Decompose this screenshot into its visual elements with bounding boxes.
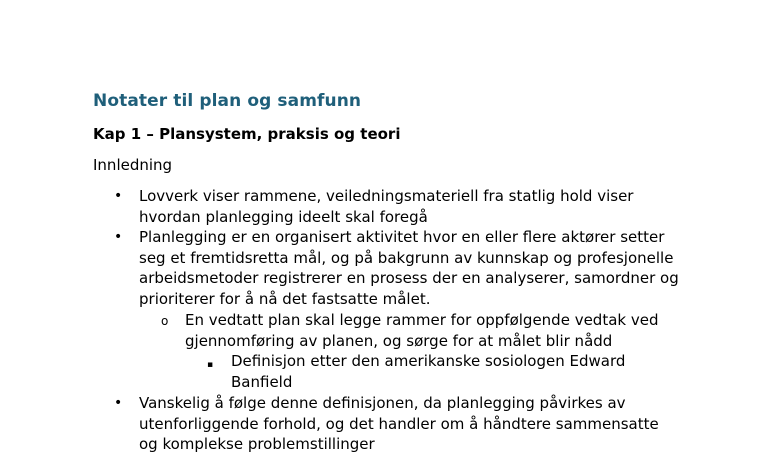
bullet-line: prioriterer for å nå det fastsatte målet.	[139, 289, 431, 308]
document-title: Notater til plan og samfunn	[93, 91, 362, 111]
circle-bullet-marker: o	[161, 314, 169, 328]
square-bullet-marker: ▪	[207, 360, 214, 370]
sub-sub-bullet-item	[207, 351, 626, 392]
bullet-marker: •	[114, 188, 123, 204]
bullet-line: hvordan planlegging ideelt skal foregå	[139, 207, 428, 226]
section-label: Innledning	[93, 156, 173, 174]
bullet-line: og komplekse problemstillinger	[139, 435, 375, 454]
bullet-line: Definisjon etter den amerikanske sosiologen Edward	[231, 352, 626, 370]
bullet-line: seg et fremtidsretta mål, og på bakgrunn av kunnskap og profesjonelle	[139, 248, 674, 267]
bullet-marker: •	[114, 229, 123, 245]
chapter-heading: Kap 1 – Plansystem, praksis og teori	[93, 125, 401, 143]
bullet-item	[114, 393, 659, 455]
bullet-line: gjennomføring av planen, og sørge for at målet blir nådd	[185, 331, 613, 350]
bullet-line: Vanskelig å følge denne definisjonen, da planlegging påvirkes av	[139, 394, 626, 412]
bullet-line: En vedtatt plan skal legge rammer for oppfølgende vedtak ved	[185, 311, 659, 329]
bullet-item	[114, 227, 679, 309]
bullet-line: Banfield	[231, 372, 293, 391]
bullet-line: Planlegging er en organisert aktivitet hvor en eller flere aktører setter	[139, 228, 665, 246]
bullet-line: Lovverk viser rammene, veiledningsmateriell fra statlig hold viser	[139, 187, 634, 205]
bullet-line: arbeidsmetoder registrerer en prosess der en analyserer, samordner og	[139, 269, 679, 288]
bullet-line: utenforliggende forhold, og det handler om å håndtere sammensatte	[139, 414, 659, 433]
bullet-item	[114, 186, 634, 227]
sub-bullet-item	[161, 310, 659, 351]
bullet-marker: •	[114, 395, 123, 411]
